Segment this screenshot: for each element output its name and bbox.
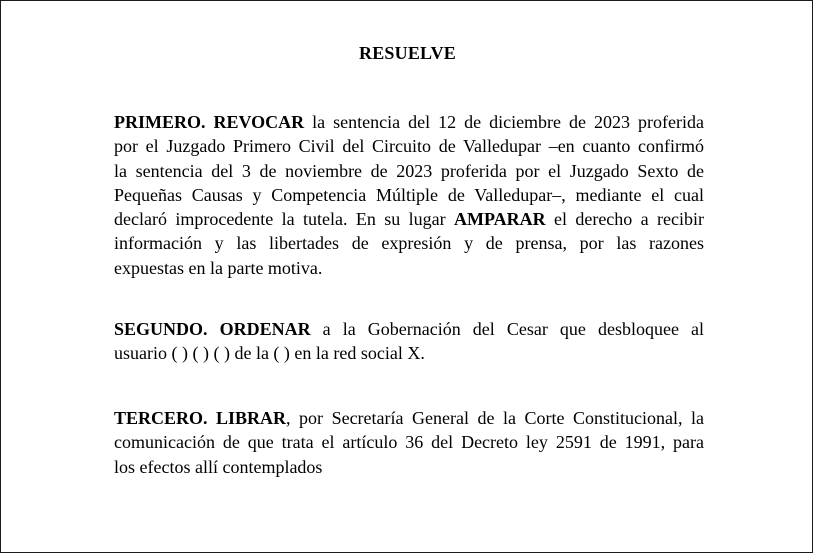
line-text: información y las libertades de expresión y de prensa, por las razones bbox=[114, 233, 704, 254]
text-line bbox=[114, 110, 704, 134]
line-text: a la Gobernación del Cesar que desbloquee al bbox=[310, 319, 704, 339]
bold-clause: SEGUNDO. ORDENAR bbox=[114, 319, 311, 339]
text-line bbox=[114, 134, 704, 158]
line-text: comunicación de que trata el artículo 36 del Decreto ley 2591 de 1991, para bbox=[114, 432, 704, 453]
line-text: expuestas en la parte motiva. bbox=[114, 257, 323, 278]
paragraph-segundo bbox=[114, 317, 704, 366]
text-line bbox=[114, 207, 704, 231]
line-text: , por Secretaría General de la Corte Constitucional, la bbox=[286, 408, 705, 428]
line-text: usuario ( ) ( ) ( ) de la ( ) en la red social X. bbox=[114, 343, 425, 364]
text-line bbox=[114, 256, 704, 280]
text-line bbox=[114, 341, 704, 365]
line-text: los efectos allí contemplados bbox=[114, 456, 323, 477]
text-line bbox=[114, 231, 704, 255]
section-heading: RESUELVE bbox=[359, 43, 456, 63]
line-text: la sentencia del 12 de diciembre de 2023 proferida bbox=[304, 112, 704, 132]
bold-clause: PRIMERO. REVOCAR bbox=[114, 112, 305, 132]
line-text: la sentencia del 3 de noviembre de 2023 proferida por el Juzgado Sexto de bbox=[114, 160, 704, 181]
line-text: por el Juzgado Primero Civil del Circuito de Valledupar –en cuanto confirmó bbox=[114, 136, 704, 157]
bold-clause: TERCERO. LIBRAR bbox=[114, 408, 287, 428]
bold-clause: AMPARAR bbox=[453, 209, 546, 230]
line-text: Pequeñas Causas y Competencia Múltiple de Valledupar–, mediante el cual bbox=[114, 184, 704, 205]
line-text: el derecho a recibir bbox=[545, 209, 704, 230]
text-line bbox=[114, 455, 704, 479]
text-line bbox=[114, 317, 704, 341]
line-text: declaró improcedente la tutela. En su lugar bbox=[114, 209, 454, 230]
text-line bbox=[114, 183, 704, 207]
paragraph-tercero bbox=[114, 406, 704, 479]
text-line bbox=[114, 159, 704, 183]
text-line bbox=[114, 406, 704, 430]
paragraph-primero bbox=[114, 110, 704, 280]
text-line bbox=[114, 430, 704, 454]
